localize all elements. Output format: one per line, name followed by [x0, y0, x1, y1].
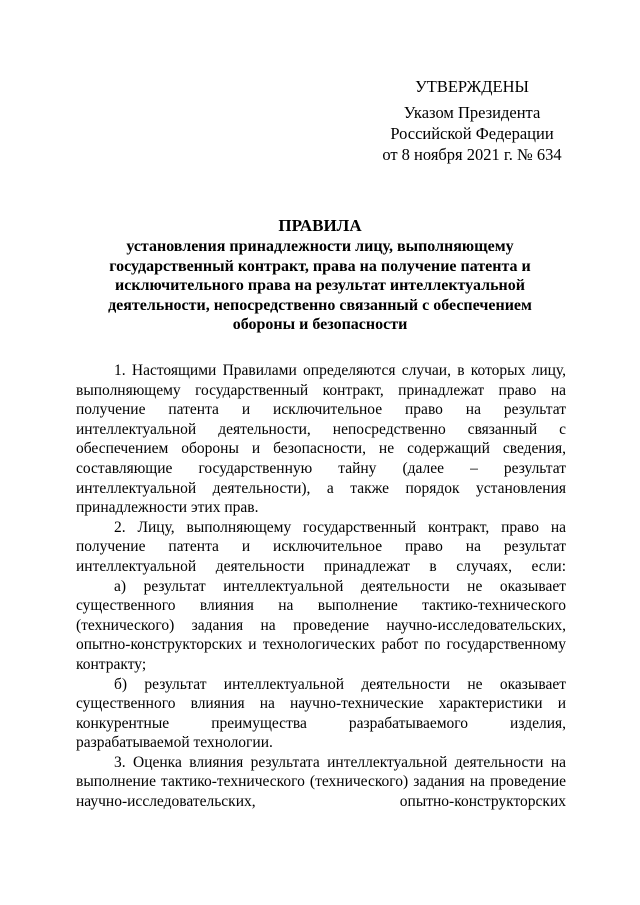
- approval-line-3: от 8 ноября 2021 г. № 634: [382, 145, 562, 164]
- paragraph-2a: а) результат интеллектуальной деятельности не оказывает существенного влияния на выполнение тактико-технического (технического) задания на проведение научно-исследовательских, опытно-конструкторских и технологических работ по государственному контракту;: [76, 577, 566, 673]
- paragraph-2b: б) результат интеллектуальной деятельности не оказывает существенного влияния на научно-технические характеристики и конкурентные преимущества разрабатываемого изделия, разрабатываемой технологии.: [76, 675, 566, 752]
- paragraph-3: 3. Оценка влияния результата интеллектуальной деятельности на выполнение тактико-технического (технического) задания на проведение научно-исследовательских, опытно-конструкторских: [76, 753, 566, 811]
- approval-line-2: Российской Федерации: [390, 124, 554, 143]
- approval-line-1: Указом Президента: [403, 103, 541, 122]
- approval-block: [372, 76, 572, 165]
- approval-heading: УТВЕРЖДЕНЫ: [415, 77, 529, 96]
- paragraph-1: 1. Настоящими Правилами определяются случаи, в которых лицу, выполняющему государственный контракт, принадлежат право на получение патента и исключительное право на результат интеллектуальной деятельности, непосредственно связанный с обеспечением обороны и безопасности, не содержащий сведения, составляющие государственную тайну (далее – результат интеллектуальной деятельности), а также порядок установления принадлежности этих прав.: [76, 362, 566, 517]
- document-title: ПРАВИЛА: [278, 216, 362, 235]
- document-body: [76, 361, 566, 812]
- paragraph-2: 2. Лицу, выполняющему государственный контракт, право на получение патента и исключительное право на результат интеллектуальной деятельности принадлежат в случаях, если:: [76, 518, 566, 575]
- document-subtitle: установления принадлежности лицу, выполняющему государственный контракт, права на получение патента и исключительного права на результат интеллектуальной деятельности, непосредственно связанный с обеспечением обороны и безопасности: [108, 238, 532, 333]
